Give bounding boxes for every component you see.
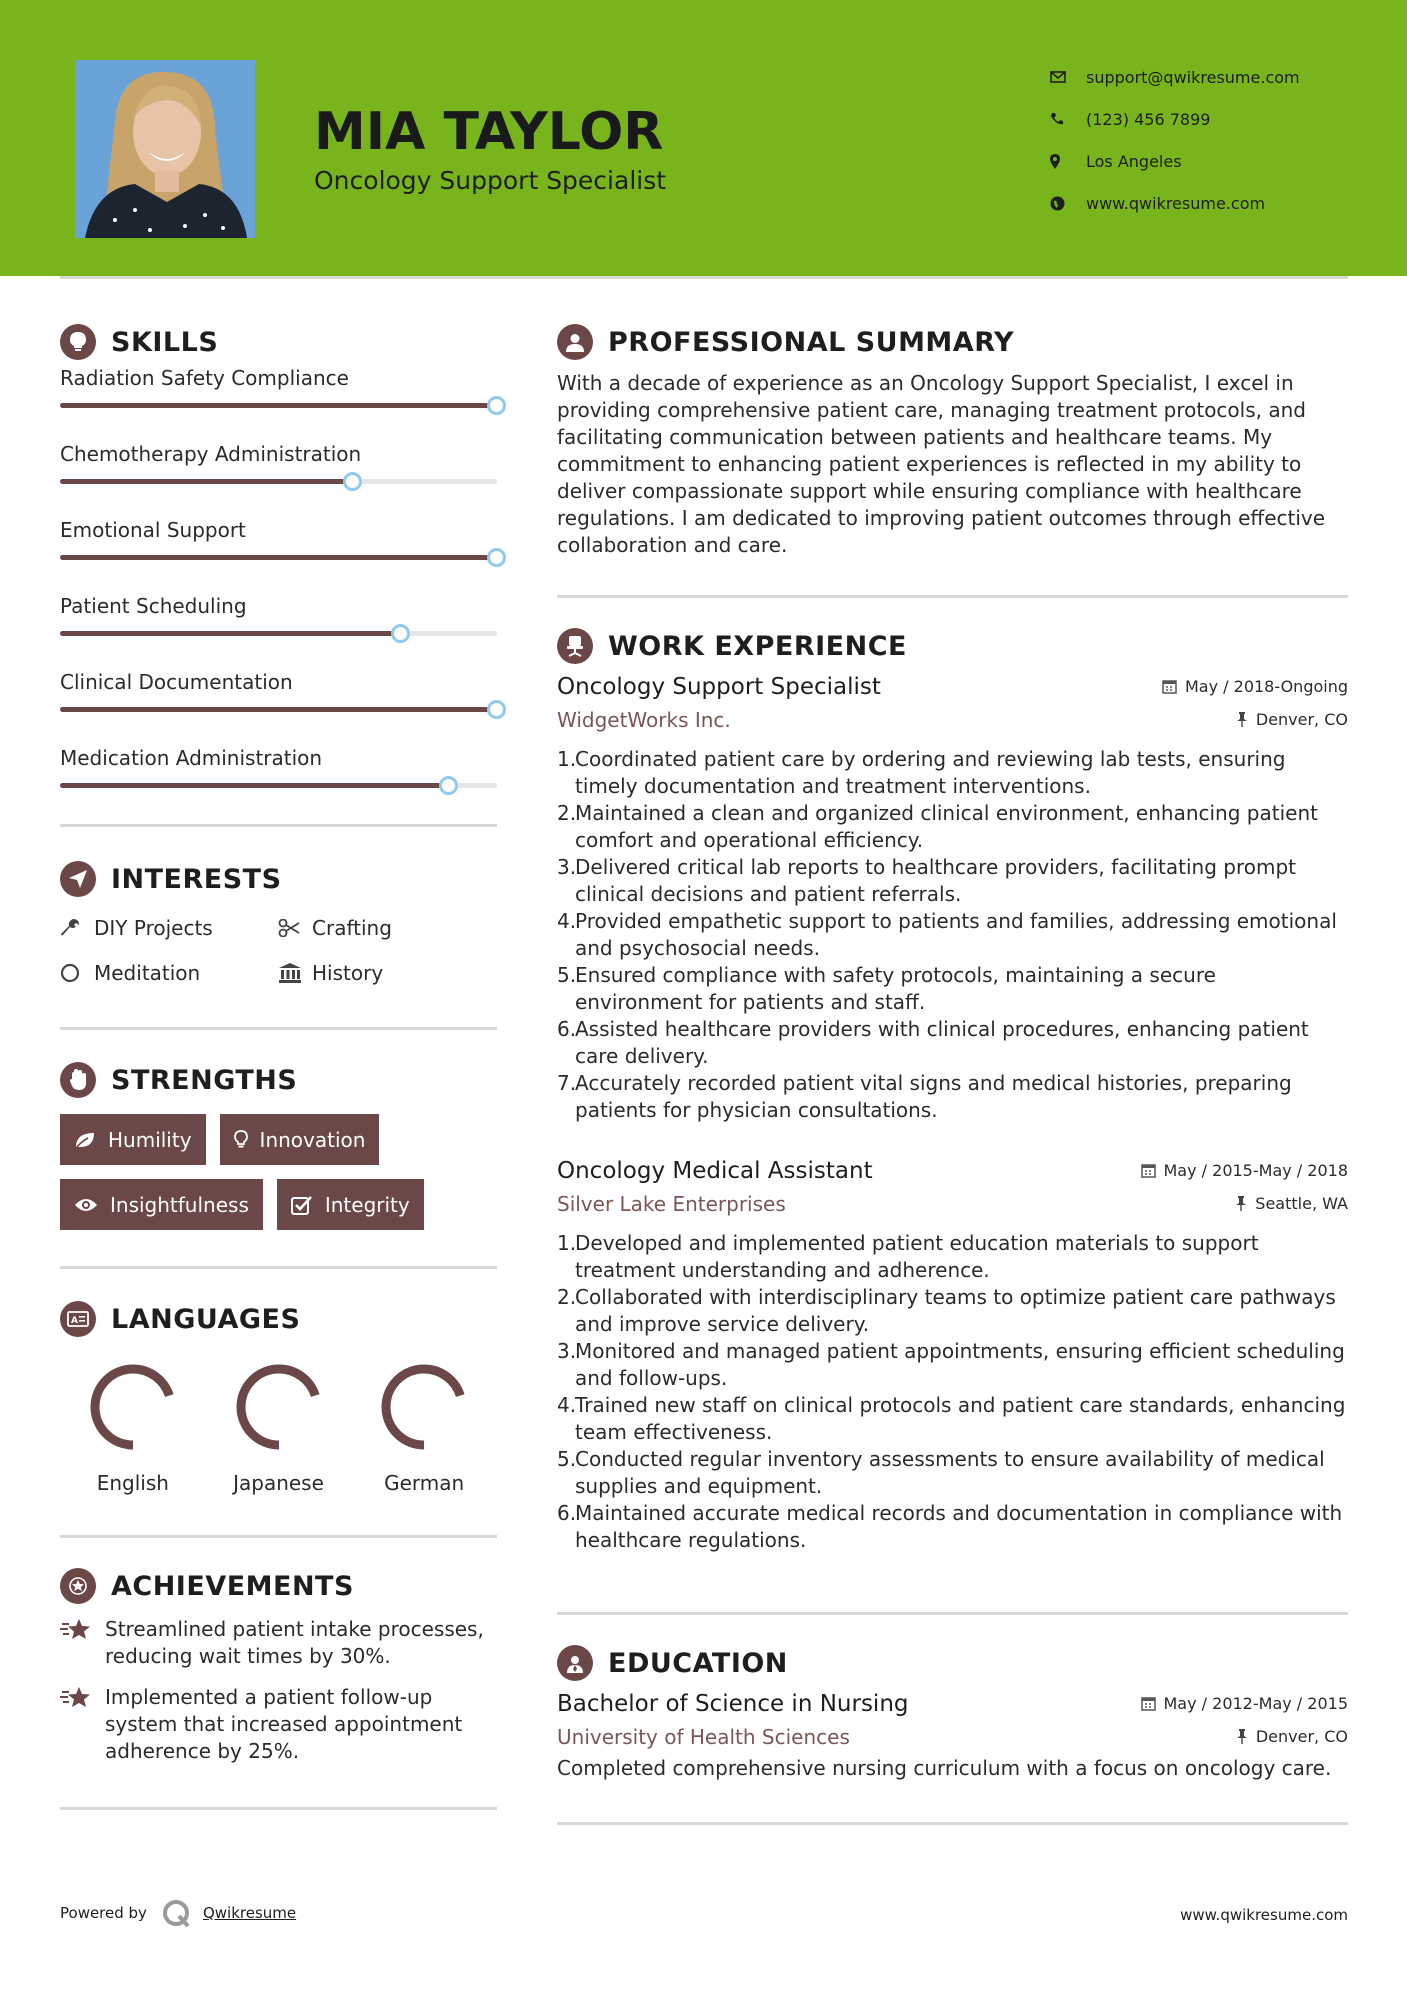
star-icon bbox=[60, 1684, 105, 1765]
job-bullet: 6. Maintained accurate medical records and documentation in compliance with healthcare regulations. bbox=[557, 1501, 1343, 1552]
language-label: English bbox=[96, 1471, 169, 1495]
strength-badge bbox=[277, 1179, 424, 1230]
lightbulb-icon bbox=[234, 1130, 248, 1150]
skill-item bbox=[60, 746, 497, 822]
skill-item bbox=[60, 518, 497, 594]
svg-text:A: A bbox=[71, 1316, 78, 1326]
achievement-item bbox=[60, 1616, 497, 1670]
job-bullet: 6. Assisted healthcare providers with clinical procedures, enhancing patient care delivery. bbox=[557, 1017, 1309, 1068]
job-entry bbox=[557, 1158, 1348, 1554]
contact-location-text: Los Angeles bbox=[1086, 151, 1182, 171]
skills-heading bbox=[60, 322, 497, 362]
paper-plane-icon bbox=[60, 861, 96, 897]
language-item bbox=[351, 1361, 497, 1495]
job-bullet: 1. Developed and implemented patient education materials to support treatment understanding and adherence. bbox=[557, 1231, 1259, 1282]
job-role: Oncology Support Specialist bbox=[557, 674, 881, 700]
interest-label: Meditation bbox=[94, 960, 201, 985]
achievement-item bbox=[60, 1684, 497, 1765]
skill-bar bbox=[60, 403, 497, 408]
section-divider bbox=[60, 1807, 497, 1810]
skill-label: Chemotherapy Administration bbox=[60, 442, 362, 466]
achievements-heading bbox=[60, 1566, 497, 1606]
pin-icon bbox=[1236, 1729, 1248, 1744]
globe-icon bbox=[1050, 196, 1086, 211]
job-location bbox=[1236, 710, 1348, 729]
section-divider bbox=[60, 824, 497, 827]
skill-bar-fill bbox=[60, 479, 353, 484]
skills-list bbox=[60, 366, 497, 822]
map-marker-icon bbox=[1050, 154, 1086, 169]
footer-website[interactable]: www.qwikresume.com bbox=[1180, 1906, 1348, 1924]
job-company: WidgetWorks Inc. bbox=[557, 708, 731, 732]
skill-bar-knob bbox=[487, 548, 506, 567]
section-divider bbox=[557, 1612, 1348, 1615]
interest-item bbox=[278, 913, 496, 942]
profile-photo bbox=[75, 60, 255, 238]
contact-email[interactable] bbox=[1050, 56, 1300, 98]
language-level-ring bbox=[233, 1361, 325, 1453]
achievements-list bbox=[60, 1616, 497, 1765]
qwikresume-link[interactable]: Qwikresume bbox=[202, 1904, 297, 1922]
interest-item bbox=[60, 913, 278, 942]
contact-phone-text: (123) 456 7899 bbox=[1086, 109, 1211, 129]
skill-bar bbox=[60, 479, 497, 484]
education-entry bbox=[557, 1691, 1348, 1782]
language-level-ring bbox=[378, 1361, 470, 1453]
skill-bar bbox=[60, 707, 497, 712]
skill-bar-fill bbox=[60, 631, 401, 636]
pin-icon bbox=[1236, 712, 1248, 727]
skill-bar bbox=[60, 783, 497, 788]
job-bullet: 3. Monitored and managed patient appointments, ensuring efficient scheduling and follow-ups. bbox=[557, 1339, 1345, 1390]
check-square-icon bbox=[291, 1195, 313, 1215]
profile-photo-image bbox=[75, 60, 255, 238]
language-item bbox=[206, 1361, 352, 1495]
interests-heading bbox=[60, 859, 497, 899]
strength-label: Innovation bbox=[259, 1127, 366, 1152]
achievements-title: ACHIEVEMENTS bbox=[111, 1570, 354, 1602]
summary-title: PROFESSIONAL SUMMARY bbox=[608, 326, 1015, 358]
achievement-text: Streamlined patient intake processes, reducing wait times by 30%. bbox=[105, 1617, 484, 1668]
section-divider bbox=[557, 1822, 1348, 1825]
language-item bbox=[60, 1361, 206, 1495]
calendar-icon bbox=[1141, 1163, 1156, 1178]
job-location bbox=[1235, 1194, 1348, 1213]
interests-title: INTERESTS bbox=[111, 863, 282, 895]
contact-list bbox=[1050, 56, 1300, 224]
eye-icon bbox=[74, 1197, 98, 1213]
education-location-text: Denver, CO bbox=[1255, 1727, 1348, 1746]
strength-badge bbox=[220, 1114, 380, 1165]
job-bullet: 2. Collaborated with interdisciplinary teams to optimize patient care pathways and improve service delivery. bbox=[557, 1285, 1336, 1336]
job-bullets bbox=[557, 746, 1348, 1124]
interest-item bbox=[60, 958, 278, 987]
strength-label: Humility bbox=[108, 1127, 192, 1152]
powered-by-text: Powered by bbox=[60, 1904, 147, 1922]
skill-bar-fill bbox=[60, 707, 497, 712]
job-company: Silver Lake Enterprises bbox=[557, 1192, 786, 1216]
skill-bar-knob bbox=[391, 624, 410, 643]
job-bullet: 1. Coordinated patient care by ordering and reviewing lab tests, ensuring timely documentation and treatment interventions. bbox=[557, 747, 1286, 798]
skill-bar-fill bbox=[60, 403, 497, 408]
interests-list bbox=[60, 913, 497, 987]
job-dates bbox=[1141, 1161, 1349, 1180]
work-title: WORK EXPERIENCE bbox=[608, 630, 907, 662]
office-chair-icon bbox=[557, 628, 593, 664]
work-heading bbox=[557, 626, 1348, 666]
pin-icon bbox=[1235, 1196, 1247, 1211]
achievement-text: Implemented a patient follow-up system that increased appointment adherence by 25%. bbox=[105, 1685, 463, 1763]
summary-heading bbox=[557, 322, 1348, 362]
hand-icon bbox=[60, 1062, 96, 1098]
strengths-title: STRENGTHS bbox=[111, 1064, 298, 1096]
languages-list bbox=[60, 1361, 497, 1495]
education-degree: Bachelor of Science in Nursing bbox=[557, 1691, 909, 1717]
education-description: Completed comprehensive nursing curriculum with a focus on oncology care. bbox=[557, 1756, 1332, 1780]
footer-powered-by bbox=[60, 1898, 296, 1928]
job-role: Oncology Medical Assistant bbox=[557, 1158, 873, 1184]
interest-item bbox=[278, 958, 496, 987]
job-bullet: 5. Conducted regular inventory assessments to ensure availability of medical supplies and equipment. bbox=[557, 1447, 1325, 1498]
education-dates bbox=[1141, 1694, 1349, 1713]
skill-bar bbox=[60, 631, 497, 636]
right-column bbox=[557, 322, 1348, 1825]
contact-website[interactable] bbox=[1050, 182, 1300, 224]
resume-header bbox=[0, 0, 1407, 276]
strength-badge bbox=[60, 1114, 206, 1165]
skill-item bbox=[60, 670, 497, 746]
languages-heading bbox=[60, 1299, 497, 1339]
contact-website-text: www.qwikresume.com bbox=[1086, 193, 1266, 213]
job-dates bbox=[1162, 677, 1348, 696]
job-location-text: Denver, CO bbox=[1255, 710, 1348, 729]
strengths-heading bbox=[60, 1060, 497, 1100]
skill-bar-knob bbox=[487, 396, 506, 415]
job-bullet: 3. Delivered critical lab reports to healthcare providers, facilitating prompt clinical decisions and patient referrals. bbox=[557, 855, 1296, 906]
user-icon bbox=[557, 324, 593, 360]
strengths-list bbox=[60, 1114, 497, 1230]
strength-badge bbox=[60, 1179, 263, 1230]
job-bullet: 4. Provided empathetic support to patients and families, addressing emotional and psychosocial needs. bbox=[557, 909, 1337, 960]
interest-label: DIY Projects bbox=[94, 915, 213, 940]
calendar-icon bbox=[1162, 679, 1177, 694]
star-icon bbox=[60, 1616, 105, 1670]
bank-icon bbox=[278, 962, 312, 984]
education-school: University of Health Sciences bbox=[557, 1725, 850, 1749]
skill-bar-knob bbox=[439, 776, 458, 795]
candidate-title: Oncology Support Specialist bbox=[314, 166, 667, 195]
education-heading bbox=[557, 1643, 1348, 1683]
skill-label: Patient Scheduling bbox=[60, 594, 247, 618]
header-divider bbox=[60, 276, 1348, 279]
education-dates-text: May / 2012-May / 2015 bbox=[1163, 1694, 1348, 1713]
skill-label: Medication Administration bbox=[60, 746, 323, 770]
job-bullet: 2. Maintained a clean and organized clinical environment, enhancing patient comfort and operational efficiency. bbox=[557, 801, 1318, 852]
phone-icon bbox=[1050, 112, 1086, 126]
section-divider bbox=[60, 1266, 497, 1269]
job-bullet: 4. Trained new staff on clinical protocols and patient care standards, enhancing team effectiveness. bbox=[557, 1393, 1346, 1444]
envelope-icon bbox=[1050, 71, 1086, 83]
job-entry bbox=[557, 674, 1348, 1124]
job-bullet: 7. Accurately recorded patient vital signs and medical histories, preparing patients for physician consultations. bbox=[557, 1071, 1292, 1122]
contact-email-text: support@qwikresume.com bbox=[1086, 67, 1300, 87]
education-title: EDUCATION bbox=[608, 1647, 788, 1679]
skills-title: SKILLS bbox=[111, 326, 219, 358]
education-location bbox=[1236, 1727, 1348, 1746]
skill-item bbox=[60, 594, 497, 670]
skill-bar-knob bbox=[487, 700, 506, 719]
language-label: Japanese bbox=[233, 1471, 324, 1495]
section-divider bbox=[60, 1535, 497, 1538]
scissors-icon bbox=[278, 919, 312, 937]
section-divider bbox=[60, 1027, 497, 1030]
interest-label: Crafting bbox=[312, 915, 392, 940]
skill-bar-fill bbox=[60, 783, 449, 788]
job-bullet: 5. Ensured compliance with safety protocols, maintaining a secure environment for patients and staff. bbox=[557, 963, 1216, 1014]
strength-label: Integrity bbox=[324, 1192, 410, 1217]
calendar-icon bbox=[1141, 1696, 1156, 1711]
strength-label: Insightfulness bbox=[110, 1192, 249, 1217]
job-dates-text: May / 2015-May / 2018 bbox=[1163, 1161, 1348, 1180]
left-column bbox=[60, 322, 497, 1810]
languages-title: LANGUAGES bbox=[111, 1303, 301, 1335]
interest-label: History bbox=[312, 960, 384, 985]
wrench-icon bbox=[60, 918, 94, 938]
skill-label: Clinical Documentation bbox=[60, 670, 293, 694]
summary-text: With a decade of experience as an Oncology Support Specialist, I excel in providing comprehensive patient care, managing treatment protocols, and facilitating communication between patients and healthcare teams. My commitment to enhancing patient experiences is reflected in my ability to deliver compassionate support while ensuring compliance with healthcare regulations. I am dedicated to improving patient outcomes through effective collaboration and care. bbox=[557, 371, 1326, 557]
skill-label: Emotional Support bbox=[60, 518, 246, 542]
language-icon bbox=[60, 1301, 96, 1337]
language-level-ring bbox=[87, 1361, 179, 1453]
section-divider bbox=[557, 595, 1348, 598]
skill-bar-knob bbox=[343, 472, 362, 491]
skill-label: Radiation Safety Compliance bbox=[60, 366, 349, 390]
skill-bar-fill bbox=[60, 555, 497, 560]
job-dates-text: May / 2018-Ongoing bbox=[1185, 677, 1348, 696]
lightbulb-icon bbox=[60, 324, 96, 360]
skill-item bbox=[60, 442, 497, 518]
candidate-name: MIA TAYLOR bbox=[314, 102, 664, 162]
language-label: German bbox=[384, 1471, 465, 1495]
skill-item bbox=[60, 366, 497, 442]
qwikresume-logo-icon bbox=[161, 1898, 191, 1928]
skill-bar bbox=[60, 555, 497, 560]
graduate-icon bbox=[557, 1645, 593, 1681]
contact-phone bbox=[1050, 98, 1300, 140]
star-badge-icon bbox=[60, 1568, 96, 1604]
circle-icon bbox=[60, 963, 94, 983]
job-location-text: Seattle, WA bbox=[1255, 1194, 1348, 1213]
leaf-icon bbox=[74, 1131, 96, 1149]
job-bullets bbox=[557, 1230, 1348, 1554]
contact-location bbox=[1050, 140, 1300, 182]
